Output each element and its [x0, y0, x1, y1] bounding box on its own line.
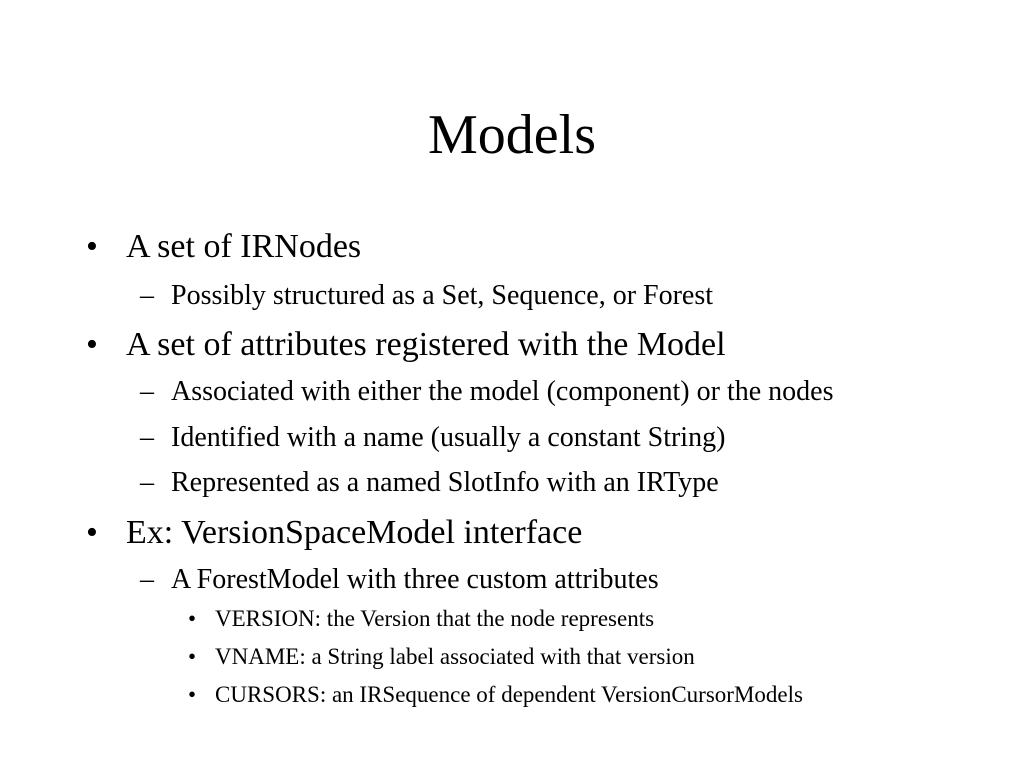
- dash-marker: –: [140, 564, 154, 595]
- bullet-text: A ForestModel with three custom attributes: [171, 564, 659, 595]
- dash-marker: –: [140, 376, 154, 407]
- bullet-text: VERSION: the Version that the node represents: [215, 606, 655, 631]
- dash-marker: –: [140, 280, 154, 311]
- bullet-text: Ex: VersionSpaceModel interface: [126, 514, 583, 551]
- dash-marker: –: [140, 422, 154, 453]
- bullet-text: VNAME: a String label associated with that version: [215, 644, 695, 669]
- bullet-text: Represented as a named SlotInfo with an IRType: [171, 467, 719, 498]
- bullet-marker: •: [86, 228, 98, 265]
- slide-title: Models: [428, 104, 596, 166]
- bullet-text: Identified with a name (usually a constant String): [171, 422, 726, 453]
- bullet-text: Associated with either the model (component) or the nodes: [171, 376, 834, 407]
- bullet-marker: •: [188, 606, 197, 631]
- dash-marker: –: [140, 467, 154, 498]
- bullet-marker: •: [188, 682, 197, 707]
- bullet-text: CURSORS: an IRSequence of dependent VersionCursorModels: [215, 682, 803, 707]
- bullet-marker: •: [86, 326, 98, 363]
- bullet-marker: •: [86, 514, 98, 551]
- bullet-text: Possibly structured as a Set, Sequence, or Forest: [171, 280, 714, 311]
- bullet-text: A set of IRNodes: [126, 228, 362, 265]
- bullet-text: A set of attributes registered with the Model: [126, 326, 726, 363]
- bullet-marker: •: [188, 644, 197, 669]
